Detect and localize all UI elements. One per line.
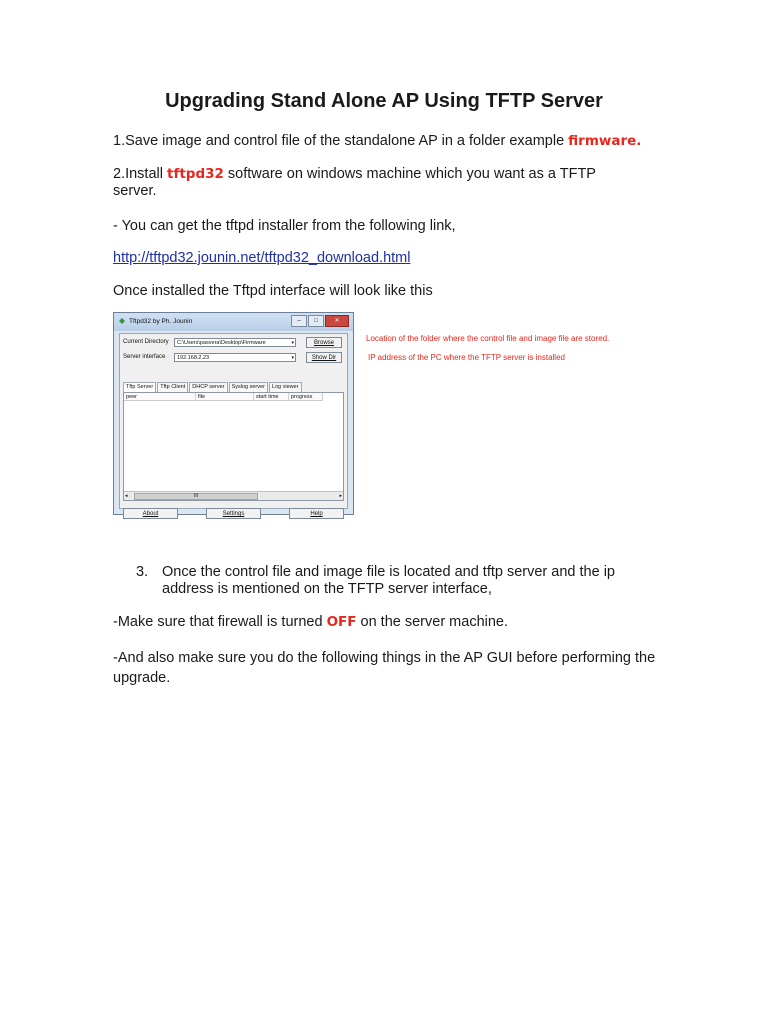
tftpd32-screenshot [113,312,354,515]
current-directory-value: C:\Users\pasvera\Desktop\Firmware [177,340,266,346]
current-directory-label: Current Directory [123,339,169,345]
browse-button[interactable]: Browse [306,337,342,348]
window-body [119,333,348,517]
maximize-button[interactable]: □ [308,315,324,327]
server-interface-value: 192.168.2.23 [177,355,210,361]
scroll-right-icon[interactable]: ▸ [339,493,342,499]
chevron-down-icon: ▾ [291,355,294,361]
folder-location-annotation: Location of the folder where the control file and image file are stored. [366,334,610,343]
help-button[interactable]: Help [289,508,344,519]
minimize-button[interactable]: – [291,315,307,327]
step-1 [113,133,673,150]
settings-button[interactable]: Settings [206,508,261,519]
firewall-prefix: -Make sure that firewall is turned [113,614,327,630]
scroll-left-icon[interactable]: ◂ [125,493,128,499]
step-3-text: Once the control file and image file is located and tftp server and the ip address is mentioned on the TFTP server interface, [162,564,615,597]
firewall-state: OFF [326,614,357,630]
step-2-suffix: software on windows machine which you want as a TFTP server. [113,166,596,199]
app-icon [118,317,126,325]
tab-log-viewer[interactable]: Log viewer [269,382,302,392]
firewall-note [113,614,673,631]
server-interface-label: Server interface [123,354,166,360]
installer-note: - You can get the tftpd installer from the following link, [113,218,456,234]
step-2 [113,166,623,200]
window-title: Tftpd32 by Ph. Jounin [129,318,193,325]
page-title: Upgrading Stand Alone AP Using TFTP Server [165,90,603,112]
horizontal-scrollbar[interactable] [124,491,343,500]
step-3-number: 3. [136,564,149,580]
tab-tftp-client[interactable]: Tftp Client [157,382,188,392]
download-link[interactable]: http://tftpd32.jounin.net/tftpd32_download.html [113,250,411,266]
window-titlebar [114,313,353,331]
transfer-table [123,392,344,501]
close-button[interactable]: ✕ [325,315,349,327]
firewall-suffix: on the server machine. [356,614,509,630]
server-interface-select[interactable] [174,353,296,362]
tab-dhcp-server[interactable]: DHCP server [189,382,227,392]
column-header-file[interactable]: file [196,393,254,401]
download-link-paragraph [113,250,673,267]
show-dir-button[interactable]: Show Dir [306,352,342,363]
window-controls [291,315,349,327]
step-1-text: 1.Save image and control file of the standalone AP in a folder example [113,133,569,149]
scroll-grip-icon: III [194,493,199,499]
column-header-progress[interactable]: progress [289,393,323,401]
tab-syslog-server[interactable]: Syslog server [229,382,268,392]
tab-tftp-server[interactable]: Tftp Server [123,382,156,392]
interface-note: Once installed the Tftpd interface will look like this [113,283,433,299]
column-header-peer[interactable]: peer [124,393,196,401]
current-directory-select[interactable] [174,338,296,347]
column-header-start-time[interactable]: start time [254,393,289,401]
ip-address-annotation: IP address of the PC where the TFTP server is installed [368,353,565,362]
tab-bar [123,382,303,392]
step-2-prefix: 2.Install [113,166,167,182]
folder-name: firmware. [568,133,642,149]
chevron-down-icon: ▾ [291,340,294,346]
gui-note: -And also make sure you do the following things in the AP GUI before performing the upgrade. [113,650,656,686]
about-button[interactable]: About [123,508,178,519]
software-name: tftpd32 [167,166,224,182]
